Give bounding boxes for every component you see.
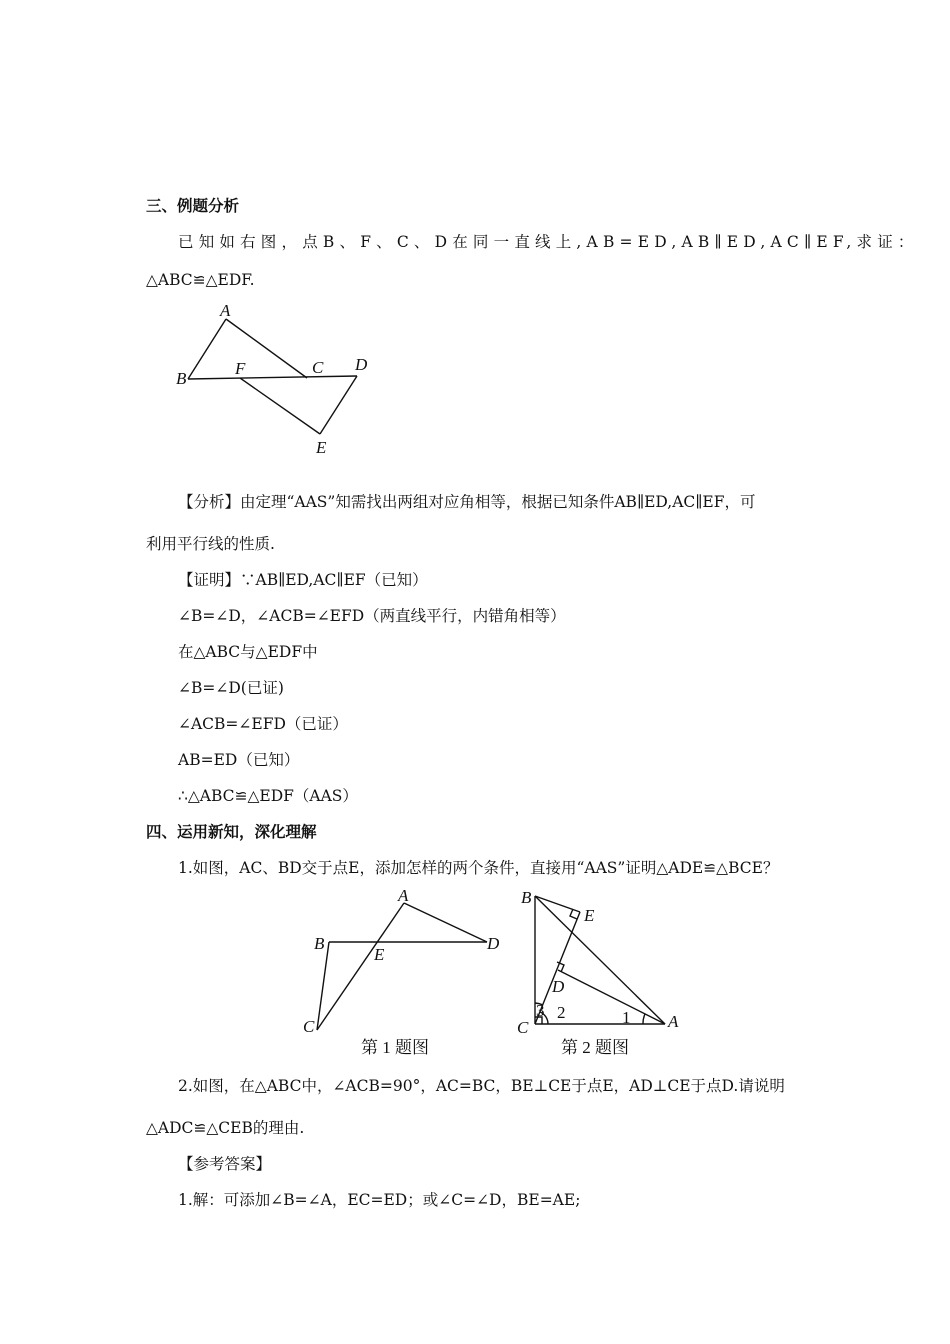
fig2-caption: 第 2 题图 [561,1038,629,1057]
fig1-label-b: B [314,934,325,953]
main-label-e: E [316,438,327,457]
fig2-label-b: B [521,888,532,907]
proof-line-6: AB=ED（已知） [178,751,300,769]
analysis-line2: 利用平行线的性质. [146,535,275,553]
main-label-d: D [355,355,368,374]
fig2-label-d: D [552,977,565,996]
fig2-label-e: E [584,906,595,925]
main-label-c: C [312,358,324,377]
main-label-a: A [220,301,231,320]
question-2-line1: 2.如图，在△ABC中，∠ACB=90°，AC=BC，BE⊥CE于点E，AD⊥CE于点D.请说明 [178,1077,785,1095]
fig2-angle-1: 1 [622,1008,631,1027]
proof-line-7: ∴△ABC≌△EDF（AAS） [178,787,358,805]
problem-line2: △ABC≌△EDF. [146,271,255,289]
fig2-label-c: C [517,1018,529,1037]
proof-line-2: ∠B=∠D，∠ACB=∠EFD（两直线平行，内错角相等） [178,607,566,625]
fig1-label-a: A [398,886,409,905]
proof-line-5: ∠ACB=∠EFD（已证） [178,715,348,733]
fig2-angle-3: 3 [536,1001,545,1020]
section4-heading: 四、运用新知，深化理解 [146,822,317,841]
proof-line-1: 【证明】∵AB∥ED,AC∥EF（已知） [178,571,428,589]
proof-line-3: 在△ABC与△EDF中 [178,643,318,661]
problem-line1: 已知如右图，点B、F、C、D在同一直线上,AB=ED,AB∥ED,AC∥EF,求证： [178,233,919,251]
fig1-label-d: D [487,934,500,953]
answers-heading: 【参考答案】 [178,1155,272,1173]
fig1-caption: 第 1 题图 [361,1038,429,1057]
main-label-b: B [176,369,187,388]
question-2-line2: △ADC≌△CEB的理由. [146,1119,305,1137]
answer-1: 1.解：可添加∠B=∠A，EC=ED；或∠C=∠D，BE=AE; [178,1191,581,1209]
proof-line-4: ∠B=∠D(已证) [178,679,284,697]
question-1: 1.如图，AC、BD交于点E，添加怎样的两个条件，直接用“AAS”证明△ADE≌△BCE？ [178,859,779,877]
fig2-angle-2: 2 [557,1003,566,1022]
analysis-line1: 【分析】由定理“AAS”知需找出两组对应角相等，根据已知条件AB∥ED,AC∥EF，可 [178,493,756,511]
main-label-f: F [235,359,246,378]
fig2-label-a: A [668,1012,679,1031]
fig1-label-e: E [374,945,385,964]
fig1-label-c: C [303,1017,315,1036]
section3-heading: 三、例题分析 [146,196,240,215]
